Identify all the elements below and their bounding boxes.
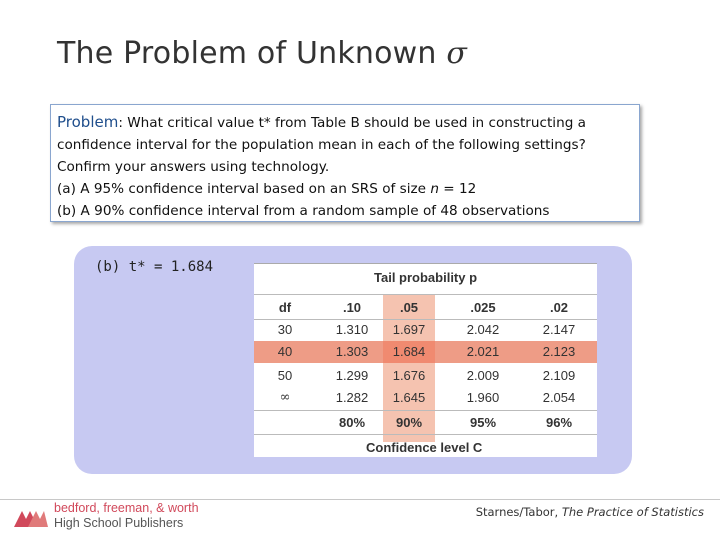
confidence-cell: 96%	[545, 415, 573, 430]
table-row	[254, 365, 597, 387]
table-cell: 50	[277, 368, 293, 383]
problem-line-3: Confirm your answers using technology.	[57, 159, 330, 175]
confidence-cell: 90%	[395, 415, 423, 430]
header-cell: .05	[399, 300, 419, 315]
table-divider	[254, 410, 597, 411]
confidence-level-label: Confidence level C	[366, 440, 483, 455]
tail-probability-label: Tail probability p	[374, 270, 478, 285]
header-cell: .10	[342, 300, 362, 315]
credit-authors: Starnes/Tabor,	[475, 505, 562, 519]
problem-keyword: Problem	[57, 113, 119, 131]
table-cell: 2.021	[466, 344, 500, 359]
answer-annotation: (b) t* = 1.684	[95, 259, 214, 275]
problem-a-prefix: (a) A 95% confidence interval based on an SRS of size	[57, 181, 431, 197]
critical-value-cell: 1.684	[392, 344, 426, 359]
confidence-cell: 95%	[469, 415, 497, 430]
brand-line-2: High School Publishers	[54, 516, 184, 530]
table-cell: 1.676	[392, 368, 426, 383]
confidence-cell: 80%	[338, 415, 366, 430]
credit-book: The Practice of Statistics	[561, 505, 704, 519]
problem-text-1: : What critical value t* from Table B should be used in constructing a	[118, 115, 586, 131]
table-cell: 2.109	[542, 368, 576, 383]
table-cell: 1.299	[335, 368, 369, 383]
table-cell: 2.147	[542, 322, 576, 337]
problem-line-4	[57, 178, 633, 200]
publisher-brand	[54, 501, 199, 531]
table-cell: 30	[277, 322, 293, 337]
table-cell: 1.960	[466, 390, 500, 405]
header-cell: .025	[470, 300, 496, 315]
slide-title-text: The Problem of Unknown	[57, 36, 437, 71]
table-cell: 40	[277, 344, 293, 359]
footer-divider	[0, 499, 720, 500]
problem-line-2: confidence interval for the population mean in each of the following settings?	[57, 137, 586, 153]
header-cell: df	[278, 300, 292, 315]
problem-line-1	[57, 111, 633, 134]
table-cell: 2.009	[466, 368, 500, 383]
brand-line-1: bedford, freeman, & worth	[54, 501, 199, 515]
t-table	[254, 263, 597, 457]
table-divider	[254, 434, 597, 435]
table-row	[254, 387, 597, 409]
table-cell: 2.054	[542, 390, 576, 405]
sigma-symbol: σ	[446, 36, 468, 71]
table-cell: 2.042	[466, 322, 500, 337]
problem-a-suffix: = 12	[438, 181, 477, 197]
infinity-cell: ∞	[279, 390, 291, 405]
problem-line-5: (b) A 90% confidence interval from a random sample of 48 observations	[57, 203, 550, 219]
problem-box	[50, 104, 640, 222]
table-row-highlighted	[254, 341, 597, 363]
table-cell: 2.123	[542, 344, 576, 359]
table-cell: 1.645	[392, 390, 426, 405]
table-cell: 1.310	[335, 322, 369, 337]
table-row	[254, 319, 597, 341]
table-cell: 1.303	[335, 344, 369, 359]
table-divider	[254, 294, 597, 295]
confidence-row	[254, 412, 597, 434]
table-cell: 1.697	[392, 322, 426, 337]
header-cell: .02	[549, 300, 569, 315]
book-credit	[476, 505, 704, 519]
problem-a-var: n	[430, 181, 439, 197]
table-cell: 1.282	[335, 390, 369, 405]
publisher-logo-icon	[14, 507, 48, 532]
table-header-row	[254, 297, 597, 319]
slide-title	[57, 36, 467, 71]
